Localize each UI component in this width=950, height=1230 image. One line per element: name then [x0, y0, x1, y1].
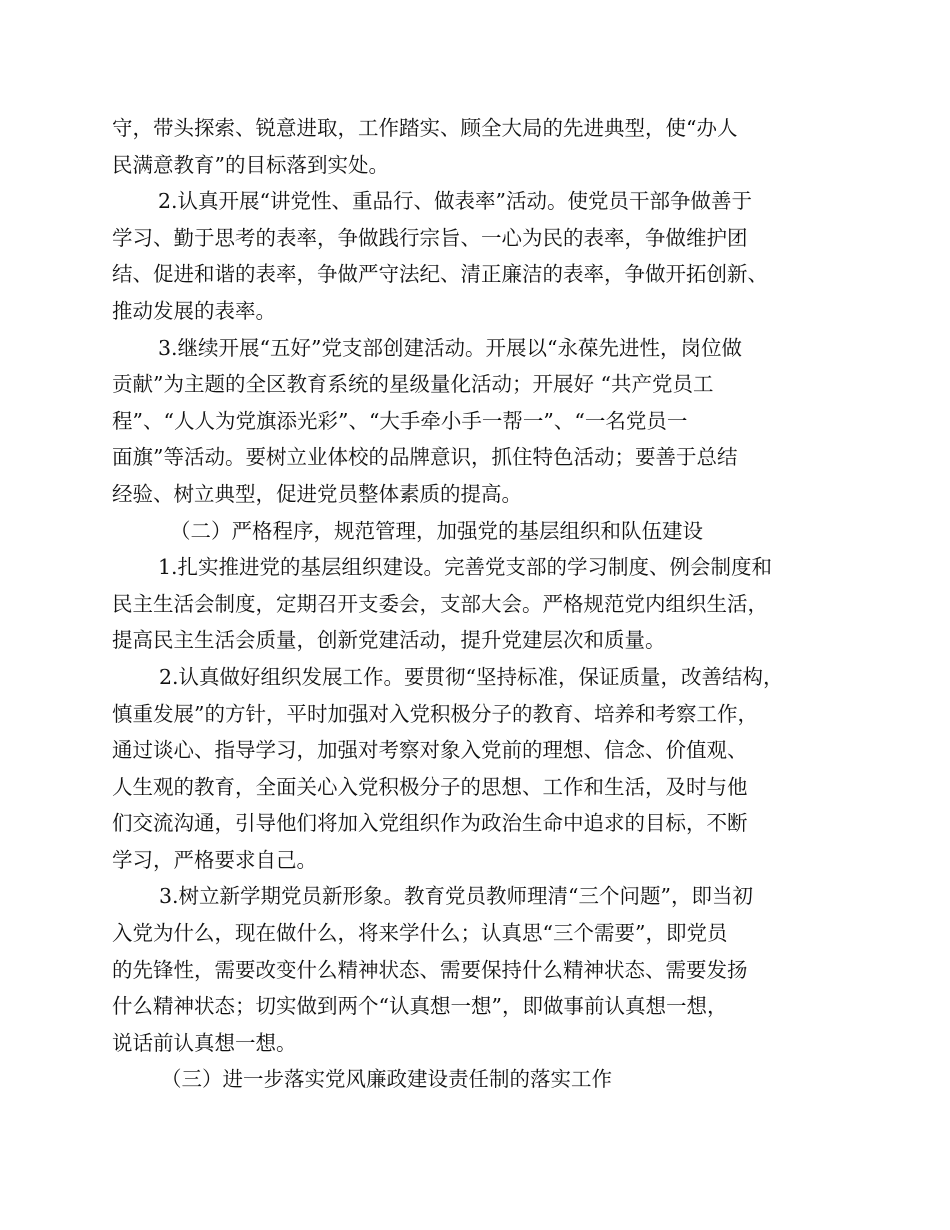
numbered-paragraph-line: 3.树立新学期党员新形象。教育党员教师理清“三个问题”，即当初: [159, 884, 754, 909]
text-line: 学习，严格要求自己。: [112, 847, 317, 872]
text-line: 民满意教育”的目标落到实处。: [112, 152, 389, 177]
section-heading: （三）进一步落实党风廉政建设责任制的落实工作: [161, 1067, 612, 1092]
text-line: 们交流沟通，引导他们将加入党组织作为政治生命中追求的目标，不断: [112, 811, 748, 836]
text-line: 入党为什么，现在做什么，将来学什么；认真思“三个需要”，即党员: [112, 921, 728, 946]
numbered-paragraph-line: 2.认真开展“讲党性、重品行、做表率”活动。使党员干部争做善于: [158, 189, 753, 214]
document-body: [112, 110, 827, 1098]
section-heading: （二）严格程序，规范管理，加强党的基层组织和队伍建设: [170, 518, 703, 543]
text-line: 人生观的教育，全面关心入党积极分子的思想、工作和生活，及时与他: [112, 774, 748, 799]
numbered-paragraph-line: 3.继续开展“五好”党支部创建活动。开展以“永葆先进性，岗位做: [158, 335, 742, 360]
text-line: 通过谈心、指导学习，加强对考察对象入党前的理想、信念、价值观、: [112, 738, 748, 763]
text-line: 的先锋性，需要改变什么精神状态、需要保持什么精神状态、需要发扬: [112, 957, 748, 982]
text-line: 守，带头探索、锐意进取，工作踏实、顾全大局的先进典型，使“办人: [112, 116, 738, 140]
text-line: 提高民主生活会质量，创新党建活动，提升党建层次和质量。: [112, 628, 666, 653]
text-line: 推动发展的表率。: [112, 298, 276, 323]
text-line: 经验、树立典型，促进党员整体素质的提高。: [112, 481, 522, 506]
text-line: 结、促进和谐的表率，争做严守法纪、清正廉洁的表率，争做开拓创新、: [112, 262, 768, 287]
text-line: 面旗”等活动。要树立业体校的品牌意识，抓住特色活动；要善于总结: [112, 445, 738, 470]
text-line: 什么精神状态；切实做到两个“认真想一想”，即做事前认真想一想，: [112, 994, 728, 1019]
text-line: 民主生活会制度，定期召开支委会，支部大会。严格规范党内组织生活，: [112, 591, 768, 616]
text-line: 慎重发展”的方针，平时加强对入党积极分子的教育、培养和考察工作，: [112, 701, 758, 726]
text-line: 学习、勤于思考的表率，争做践行宗旨、一心为民的表率，争做维护团: [112, 225, 748, 250]
text-line: 程”、“人人为党旗添光彩”、“大手牵小手一帮一”、“一名党员一: [112, 408, 688, 433]
text-line: 贡献”为主题的全区教育系统的星级量化活动；开展好 “共产党员工: [112, 372, 714, 397]
text-line: 说话前认真想一想。: [112, 1030, 297, 1055]
numbered-paragraph-line: 1.扎实推进党的基层组织建设。完善党支部的学习制度、例会制度和: [158, 555, 773, 580]
numbered-paragraph-line: 2.认真做好组织发展工作。要贯彻“坚持标准，保证质量，改善结构，: [159, 664, 784, 689]
